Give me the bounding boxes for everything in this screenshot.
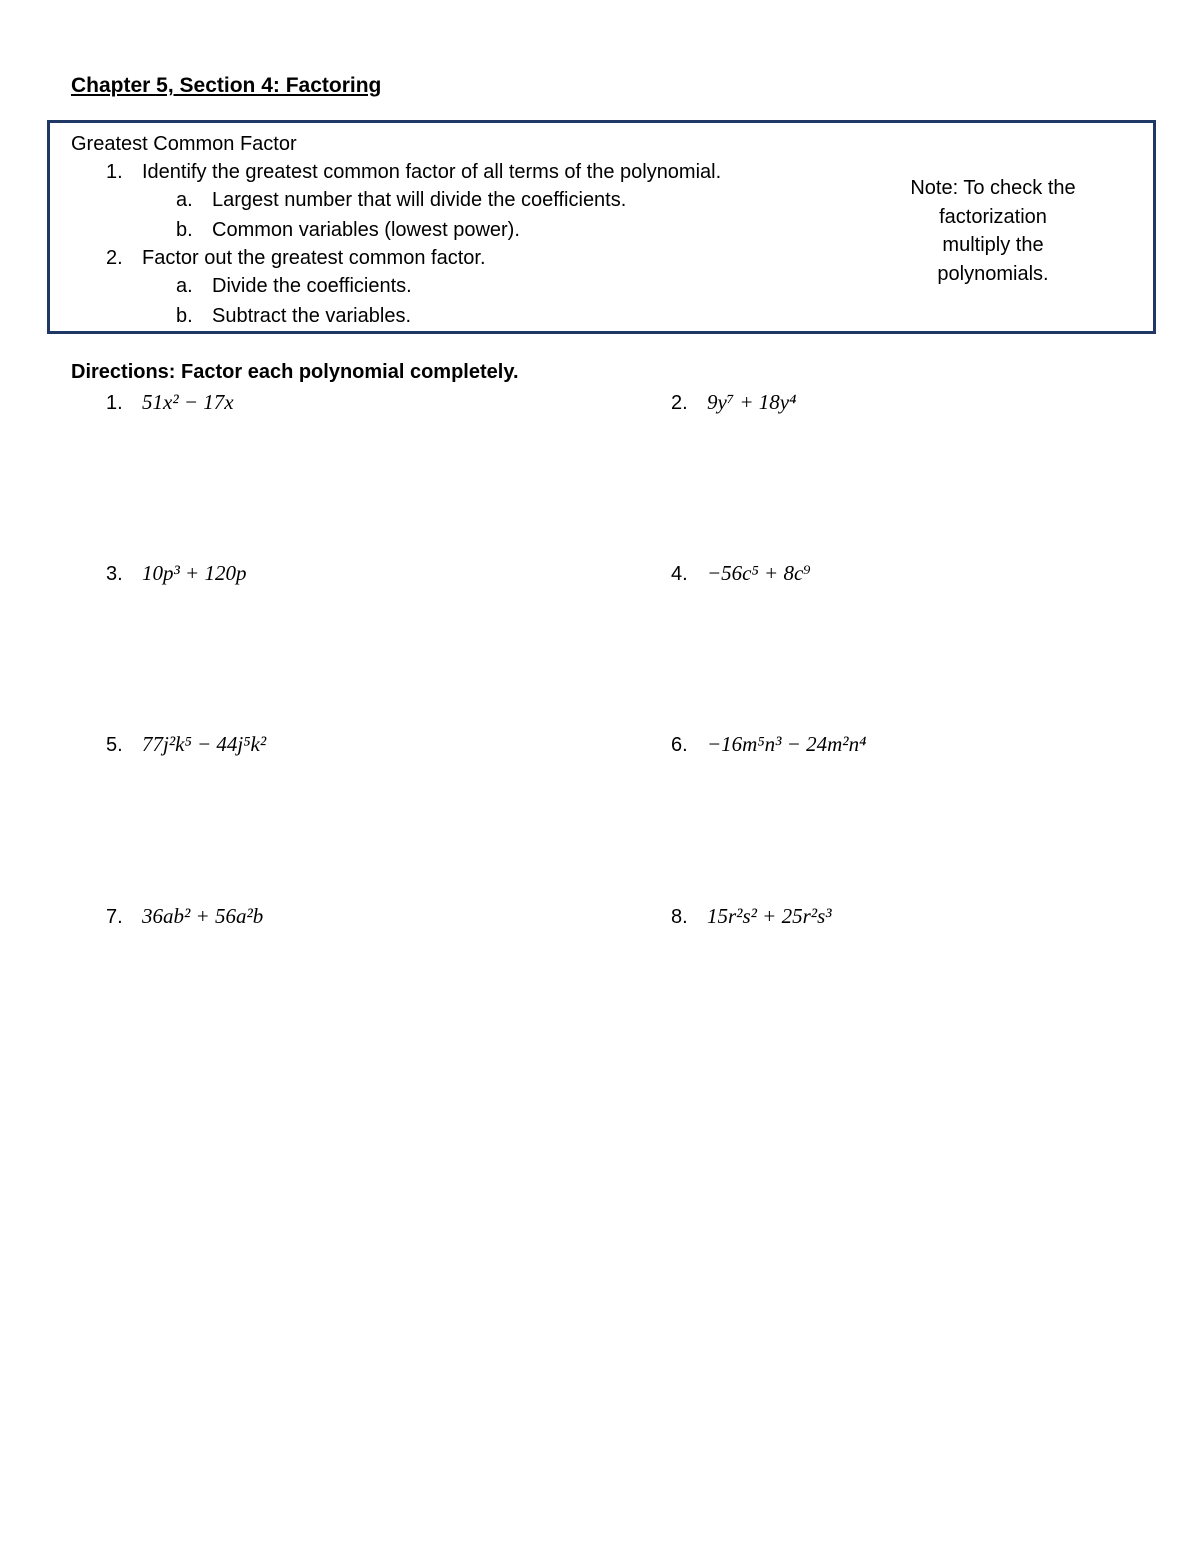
gcf-step-text: Factor out the greatest common factor.	[142, 247, 486, 269]
gcf-substep-text: Largest number that will divide the coefficients.	[212, 189, 627, 211]
gcf-substep-letter: b.	[176, 219, 193, 241]
problem-expression: 9y⁷ + 18y⁴	[707, 390, 797, 414]
gcf-substep-text: Divide the coefficients.	[212, 275, 412, 297]
problem-3	[106, 561, 246, 586]
gcf-step-1b	[176, 218, 520, 242]
problem-expression: 51x² − 17x	[142, 390, 234, 414]
problem-expression: 77j²k⁵ − 44j⁵k²	[142, 732, 267, 756]
gcf-step-1	[106, 160, 721, 184]
problem-2	[671, 390, 796, 415]
problem-number: 2.	[671, 392, 688, 414]
note-line: polynomials.	[937, 262, 1049, 285]
problem-expression: 10p³ + 120p	[142, 561, 247, 585]
note-line: multiply the	[942, 234, 1044, 256]
gcf-step-1a	[176, 188, 626, 212]
problem-5	[106, 732, 266, 757]
page-title: Chapter 5, Section 4: Factoring	[71, 74, 382, 97]
problem-1	[106, 390, 234, 415]
gcf-step-2	[106, 246, 486, 270]
problem-number: 3.	[106, 563, 123, 585]
problem-expression: 36ab² + 56a²b	[142, 904, 264, 928]
problem-number: 8.	[671, 906, 688, 928]
problem-number: 1.	[106, 392, 123, 414]
problem-number: 6.	[671, 734, 688, 756]
gcf-step-number: 2.	[106, 247, 123, 269]
gcf-substep-letter: b.	[176, 305, 193, 327]
problem-expression: 15r²s² + 25r²s³	[707, 904, 832, 928]
problem-expression: −16m⁵n³ − 24m²n⁴	[707, 732, 867, 756]
problem-number: 5.	[106, 734, 123, 756]
problem-6	[671, 732, 866, 757]
note-line: Note: To check the	[910, 177, 1076, 199]
note-line: factorization	[939, 205, 1047, 228]
gcf-heading: Greatest Common Factor	[71, 133, 297, 155]
gcf-substep-letter: a.	[176, 275, 193, 297]
problem-number: 7.	[106, 906, 123, 928]
problem-expression: −56c⁵ + 8c⁹	[707, 561, 811, 585]
gcf-step-2b	[176, 304, 411, 328]
directions: Directions: Factor each polynomial completely.	[71, 361, 519, 383]
gcf-substep-text: Subtract the variables.	[212, 305, 411, 327]
problem-7	[106, 904, 263, 929]
problem-number: 4.	[671, 563, 688, 585]
gcf-substep-letter: a.	[176, 189, 193, 211]
problem-4	[671, 561, 811, 586]
gcf-substep-text: Common variables (lowest power).	[212, 219, 520, 241]
gcf-step-2a	[176, 274, 412, 298]
gcf-step-text: Identify the greatest common factor of all terms of the polynomial.	[142, 161, 722, 183]
gcf-step-number: 1.	[106, 161, 123, 183]
problem-8	[671, 904, 832, 929]
check-note	[880, 174, 1106, 288]
